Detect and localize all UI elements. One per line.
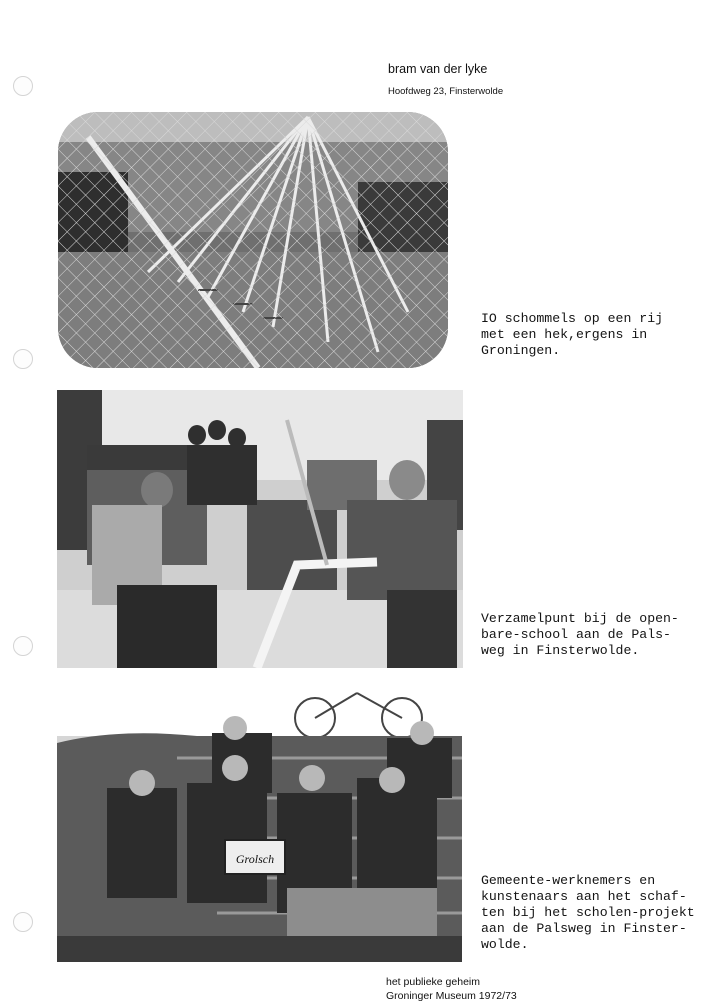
photo-swings-fence bbox=[58, 112, 448, 368]
punch-hole bbox=[13, 76, 33, 96]
caption-photo-2: Verzamelpunt bij de open- bare-school aan de Pals- weg in Finsterwolde. bbox=[481, 611, 679, 658]
photo-school-children bbox=[57, 390, 463, 668]
photo-workers-steps bbox=[57, 688, 462, 962]
footer-publication: het publieke geheim bbox=[386, 976, 480, 988]
author-name: bram van der lyke bbox=[388, 62, 488, 76]
crate-label: Grolsch bbox=[235, 852, 275, 866]
punch-hole bbox=[13, 912, 33, 932]
punch-hole bbox=[13, 636, 33, 656]
caption-photo-3: Gemeente-werknemers en kunstenaars aan het schaf- ten bij het scholen-projekt aan de Palsweg in Finster- wolde. bbox=[481, 873, 695, 952]
punch-hole bbox=[13, 349, 33, 369]
author-address: Hoofdweg 23, Finsterwolde bbox=[388, 86, 504, 97]
footer-museum: Groninger Museum 1972/73 bbox=[386, 990, 517, 1002]
caption-photo-1: IO schommels op een rij met een hek,ergens in Groningen. bbox=[481, 311, 664, 358]
